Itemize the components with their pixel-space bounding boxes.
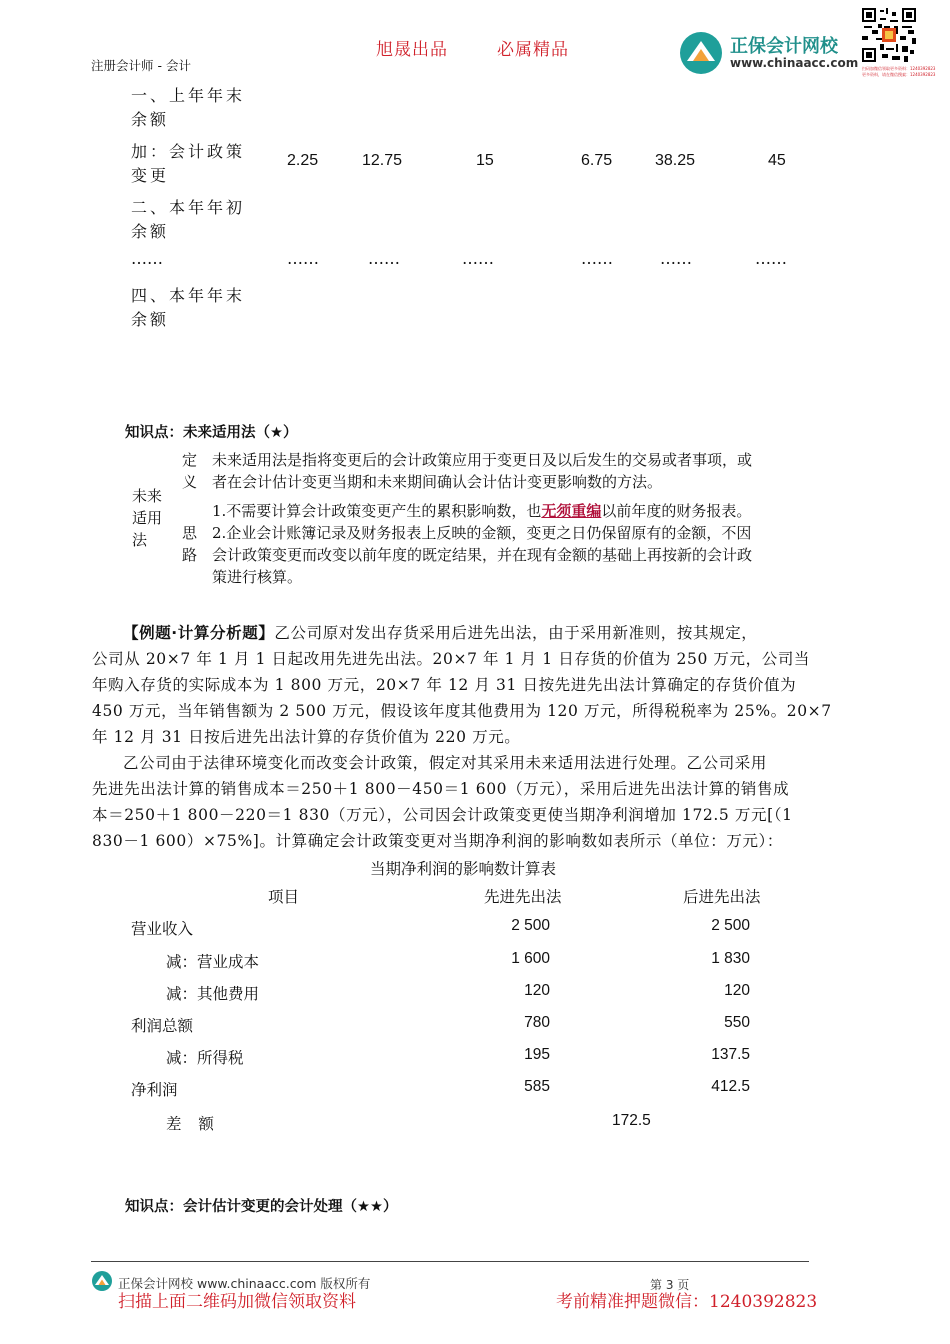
- profit-cell-fifo: 1 600: [511, 950, 550, 967]
- profit-cell-lifo: 2 500: [711, 917, 750, 934]
- qr-code-icon: [860, 6, 918, 64]
- kp1-def-label: [182, 449, 197, 493]
- profit-table-header: 后进先出法: [683, 888, 761, 906]
- kp1-idea: [212, 500, 752, 588]
- footer-promo-left: 扫描上面二维码加微信领取资料: [118, 1292, 356, 1312]
- profit-diff-label: 差 额: [166, 1115, 220, 1133]
- equity-cell: ……: [660, 249, 692, 268]
- example-first-line: [92, 620, 862, 646]
- profit-diff-value: 172.5: [612, 1112, 651, 1129]
- kp1-side-label-line: 未来: [132, 487, 163, 505]
- profit-table-caption: 当期净利润的影响数计算表: [370, 860, 557, 878]
- equity-row-label-cont: 余额: [131, 310, 170, 329]
- example-text: 先进先出法计算的销售成本＝250＋1 800－450＝1 600（万元），采用后进先出法计算的销售成: [92, 780, 790, 798]
- equity-cell: ……: [755, 249, 787, 268]
- equity-row-label-cont: 余额: [131, 110, 170, 129]
- kp2-title: 知识点：会计估计变更的会计处理（★★）: [125, 1199, 398, 1215]
- example-text: 本＝250＋1 800－220＝1 830（万元），公司因会计政策变更使当期净利润增加 172.5 万元[（1: [92, 806, 793, 824]
- footer-logo-icon: [91, 1270, 113, 1292]
- header-slogan-left: 旭晟出品: [376, 40, 448, 60]
- example-text: 830－1 600）×75%]。计算确定会计政策变更对当期净利润的影响数如表所示（单位：万元）：: [92, 832, 783, 850]
- kp1-side-label: [132, 485, 162, 551]
- kp1-idea-2-line: 策进行核算。: [212, 568, 303, 586]
- logo-name: 正保会计网校: [730, 36, 838, 57]
- profit-cell-lifo: 137.5: [711, 1046, 750, 1063]
- header-subject: 注册会计师 - 会计: [91, 58, 191, 73]
- equity-row-label: 一、上年年末: [131, 86, 246, 105]
- equity-row-label-cont: 变更: [131, 166, 170, 185]
- equity-cell: 2.25: [287, 152, 319, 169]
- equity-row-label: 加：会计政策: [131, 142, 246, 161]
- profit-cell-fifo: 2 500: [511, 917, 550, 934]
- equity-row-label: ……: [131, 249, 163, 268]
- profit-row-label: 利润总额: [131, 1017, 194, 1035]
- profit-row-label: 减：营业成本: [166, 953, 260, 971]
- example-paragraph-1: [92, 620, 862, 750]
- kp1-idea-1: [212, 500, 752, 522]
- kp1-definition-line: 者在会计估计变更当期和未来期间确认会计估计变更影响数的方法。: [212, 473, 663, 491]
- footer-page-number: 第 3 页: [650, 1278, 690, 1292]
- footer-promo-right: 考前精准押题微信：1240392823: [556, 1292, 818, 1312]
- profit-table-header: 先进先出法: [484, 888, 562, 906]
- kp1-def-label-line: 定: [182, 451, 198, 469]
- kp1-idea-1-text: 1.不需要计算会计政策变更产生的累积影响数，也: [212, 502, 542, 520]
- profit-row-label: 减：所得税: [166, 1049, 244, 1067]
- equity-cell: 12.75: [362, 152, 403, 169]
- equity-cell: 45: [768, 152, 786, 169]
- kp1-idea-label: [182, 522, 197, 566]
- qr-caption-1: 扫码加微信领取更多资料：1240392823: [862, 66, 936, 71]
- profit-cell-fifo: 585: [524, 1078, 550, 1095]
- kp1-definition-line: 未来适用法是指将变更后的会计政策应用于变更日及以后发生的交易或者事项，或: [212, 451, 753, 469]
- profit-cell-lifo: 412.5: [711, 1078, 750, 1095]
- footer-brand: 正保会计网校 www.chinaacc.com 版权所有: [118, 1276, 371, 1291]
- equity-row-label: 四、本年年末: [131, 286, 246, 305]
- kp1-idea-2-line: 2.企业会计账簿记录及财务报表上反映的金额，变更之日仍保留原有的金额，不因: [212, 524, 752, 542]
- profit-cell-lifo: 1 830: [711, 950, 750, 967]
- no-restate-link[interactable]: 无须重编: [541, 502, 602, 520]
- equity-cell: ……: [368, 249, 400, 268]
- profit-cell-fifo: 780: [524, 1014, 550, 1031]
- example-text: 年购入存货的实际成本为 1 800 万元，20×7 年 12 月 31 日按先进先出法计算确定的存货价值为: [92, 676, 797, 694]
- qr-caption-2: 更多资料，请在微信搜索：1240392823: [862, 72, 936, 77]
- kp1-side-label-line: 适用: [132, 509, 163, 527]
- equity-cell: ……: [581, 249, 613, 268]
- example-paragraph-2: [92, 750, 862, 854]
- equity-cell: ……: [462, 249, 494, 268]
- kp1-def-label-line: 义: [182, 473, 198, 491]
- logo-emblem-icon: [678, 30, 724, 76]
- profit-cell-lifo: 120: [724, 982, 750, 999]
- profit-row-label: 减：其他费用: [166, 985, 260, 1003]
- profit-cell-fifo: 195: [524, 1046, 550, 1063]
- qr-code: [860, 6, 918, 64]
- kp1-title: 知识点：未来适用法（★）: [125, 425, 298, 441]
- profit-cell-fifo: 120: [524, 982, 550, 999]
- kp1-idea-label-line: 路: [182, 546, 198, 564]
- equity-cell: 6.75: [581, 152, 613, 169]
- equity-row-label-cont: 余额: [131, 222, 170, 241]
- kp1-side-label-line: 法: [132, 531, 148, 549]
- example-text: 乙公司由于法律环境变化而改变会计政策，假定对其采用未来适用法进行处理。乙公司采用: [123, 754, 768, 772]
- kp1-idea-label-line: 思: [182, 524, 198, 542]
- profit-row-label: 净利润: [131, 1081, 178, 1099]
- header-slogan-right: 必属精品: [497, 40, 569, 60]
- example-text: 公司从 20×7 年 1 月 1 日起改用先进先出法。20×7 年 1 月 1 日存货的价值为 250 万元，公司当: [92, 650, 811, 668]
- profit-row-label: 营业收入: [131, 920, 194, 938]
- equity-row-label: 二、本年年初: [131, 198, 246, 217]
- example-text: 年 12 月 31 日按后进先出法计算的存货价值为 220 万元。: [92, 728, 521, 746]
- equity-cell: ……: [287, 249, 319, 268]
- kp1-definition: [212, 449, 752, 493]
- equity-cell: 38.25: [655, 152, 696, 169]
- profit-table-header: 项目: [268, 888, 300, 906]
- example-text: 450 万元，当年销售额为 2 500 万元，假设该年度其他费用为 120 万元，所得税税率为 25%。20×7: [92, 702, 832, 720]
- profit-cell-lifo: 550: [724, 1014, 750, 1031]
- equity-cell: 15: [476, 152, 494, 169]
- kp1-idea-1-text-end: 以前年度的财务报表。: [601, 502, 752, 520]
- kp1-idea-2-line: 会计政策变更而改变以前年度的既定结果，并在现有金额的基础上再按新的会计政: [212, 546, 753, 564]
- example-text: 乙公司原对发出存货采用后进先出法，由于采用新准则，按其规定，: [274, 624, 758, 642]
- example-heading: 【例题·计算分析题】: [123, 624, 275, 642]
- company-logo: [678, 28, 859, 78]
- logo-url: www.chinaacc.com: [730, 56, 859, 70]
- footer-divider: [91, 1261, 809, 1262]
